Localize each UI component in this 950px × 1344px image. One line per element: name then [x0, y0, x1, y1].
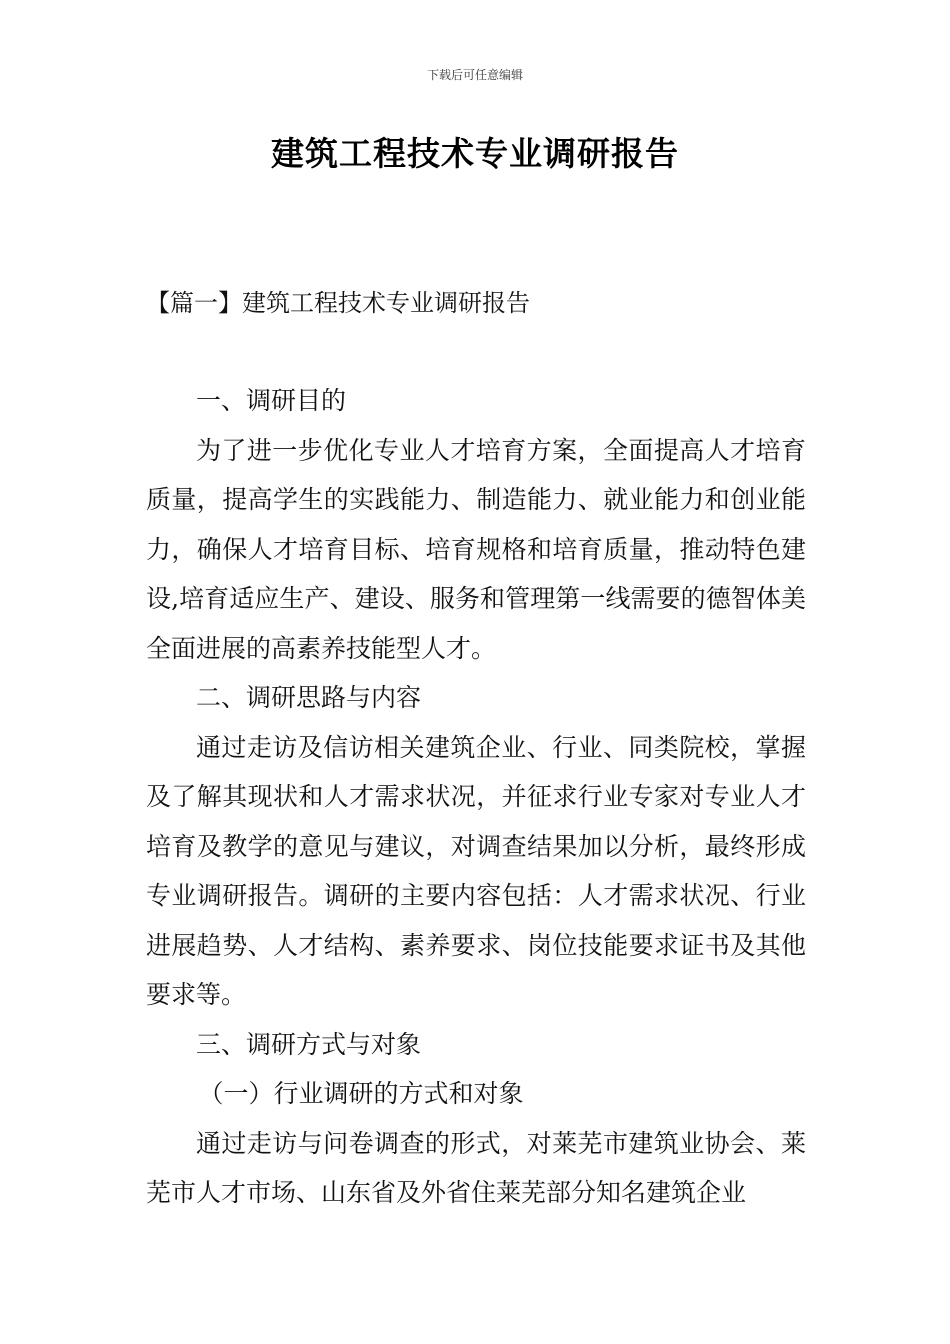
paragraph-industry-research: 通过走访与问卷调查的形式，对莱芜市建筑业协会、莱芜市人才市场、山东省及外省住莱芜部分知名建筑企业	[146, 1128, 806, 1207]
paragraph-research-purpose: 为了进一步优化专业人才培育方案，全面提高人才培育质量，提高学生的实践能力、制造能力、就业能力和创业能力，确保人才培育目标、培育规格和培育质量，推动特色建设,培育适应生产、建设、服务和管理第一线需要的德智体美全面进展的高素养技能型人才。	[146, 435, 806, 663]
heading-research-method: 三、调研方式与对象	[196, 1029, 422, 1059]
heading-research-approach: 二、调研思路与内容	[196, 683, 422, 712]
heading-research-purpose: 一、调研目的	[196, 386, 347, 415]
subheading-industry-research: （一）行业调研的方式和对象	[198, 1079, 524, 1108]
section-title: 【篇一】建筑工程技术专业调研报告	[146, 289, 530, 317]
header-note: 下载后可任意编辑	[426, 68, 523, 82]
document-body	[146, 376, 806, 1218]
paragraph-research-approach: 通过走访及信访相关建筑企业、行业、同类院校，掌握及了解其现状和人才需求状况，并征求行业专家对专业人才培育及教学的意见与建议，对调查结果加以分析，最终形成专业调研报告。调研的主要内容包括：人才需求状况、行业进展趋势、人才结构、素养要求、岗位技能要求证书及其他要求等。	[146, 732, 806, 1009]
document-title: 建筑工程技术专业调研报告	[271, 134, 679, 173]
